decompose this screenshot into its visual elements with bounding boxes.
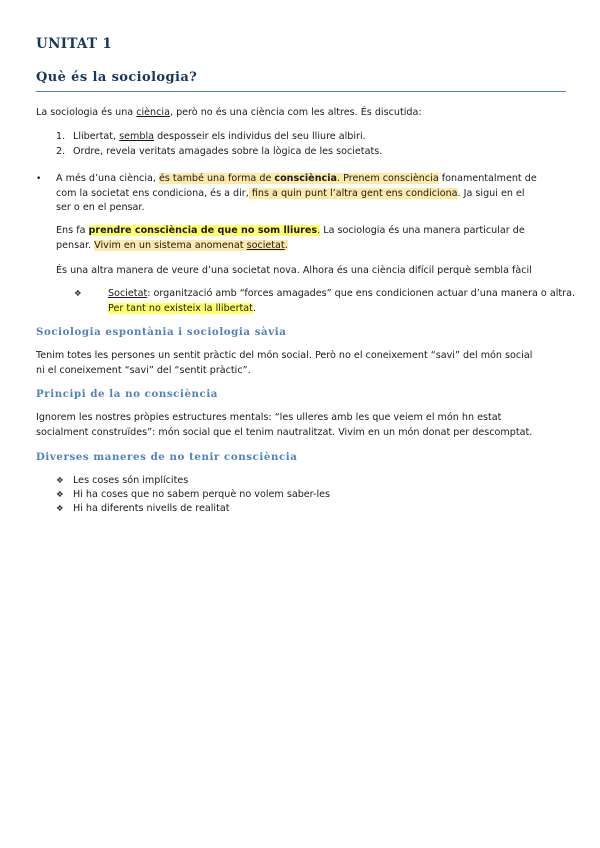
para-text: pensar.: [56, 239, 95, 251]
diamond-bullet-icon: ❖: [56, 476, 64, 486]
bullet-text: fonamentalment de: [438, 173, 537, 184]
highlight-text: és també una forma de: [158, 173, 275, 184]
highlight-text: fins a quin punt l’altra gent ens condiciona: [248, 187, 458, 199]
list-item: Hi ha coses que no sabem perquè no volem saber-les: [73, 489, 331, 500]
highlight-underlined-text: societat: [246, 239, 285, 251]
bullet-icon: •: [36, 174, 42, 184]
list-text: desposseir els individus del seu lliure albiri.: [154, 131, 366, 142]
unit-heading: UNITAT 1: [36, 36, 113, 52]
bullet-text: . Ja sigui en el: [457, 187, 525, 199]
para-line: Tenim totes les persones un sentit pràctic del món social. Però no el coneixement “savi” del món social: [36, 350, 533, 361]
highlight-text: Per tant no existeix la llibertat: [108, 302, 253, 314]
para-text: La sociologia és una manera particular de: [320, 225, 525, 236]
paragraph-espontania: [36, 349, 564, 378]
intro-text-ciencia: ciència: [136, 107, 170, 118]
highlight-text: Vivim en un sistema anomenat: [94, 239, 247, 251]
highlight-text: .: [336, 173, 341, 184]
page-title: Què és la sociologia?: [36, 70, 198, 85]
para-line: socialment construïdes”: món social que el tenim nautralitzat. Vivim en un món donat per descomptat.: [36, 426, 533, 438]
section-heading-maneres: Diverses maneres de no tenir consciència: [36, 451, 298, 463]
diamond-bullet-icon: ❖: [56, 490, 64, 500]
bullet-text: A més d’una ciència,: [56, 173, 159, 184]
highlight-text: .: [317, 225, 321, 236]
list-text: Ordre, revela veritats amagades sobre la lògica de les societats.: [73, 146, 383, 157]
intro-text-a: La sociologia és una: [36, 107, 137, 118]
list-number: 2.: [56, 146, 66, 157]
highlight-bold-text: prendre consciència de que no som lliures: [88, 225, 318, 236]
list-item: Hi ha diferents nivells de realitat: [73, 503, 230, 514]
diamond-bullet-icon: ❖: [56, 504, 64, 514]
list-text-underlined: sembla: [119, 131, 155, 142]
section-heading-espontania: Sociologia espontània i sociologia sàvia: [36, 326, 287, 338]
highlight-text: Prenem consciència: [340, 173, 439, 184]
list-number: 1.: [56, 131, 66, 142]
intro-text-c: , però no és una ciència com les altres. És discutida:: [169, 107, 422, 118]
paragraph-principi: [36, 411, 564, 440]
para-line: Ignorem les nostres pròpies estructures mentals: “les ulleres amb les que veiem el món hn estat: [36, 412, 502, 423]
para-text: Ens fa: [56, 225, 89, 236]
highlight-bold-text: consciència: [274, 173, 337, 184]
paragraph-altra-manera: És una altra manera de veure d’una societat nova. Alhora és una ciència difícil perquè sembla fàcil: [56, 265, 532, 276]
societat-desc: : organització amb “forces amagades” que ens condicionen actuar d’una manera o altra.: [147, 288, 576, 299]
societat-text: [108, 287, 576, 316]
list-item: [56, 130, 366, 144]
list-item: [56, 145, 382, 159]
societat-desc: .: [252, 302, 256, 314]
societat-term: Societat: [108, 288, 148, 299]
bullet-paragraph: [56, 172, 564, 216]
bullet-text: ser o en el pensar.: [56, 202, 145, 213]
paragraph-consciencia: [56, 224, 564, 253]
list-item: Les coses són implícites: [73, 475, 189, 486]
intro-paragraph: [36, 106, 564, 121]
diamond-bullet-icon: ❖: [74, 289, 82, 299]
section-heading-principi: Principi de la no consciència: [36, 388, 219, 400]
title-divider: [36, 91, 566, 92]
highlight-text: .: [284, 239, 288, 251]
para-line: ni el coneixement “savi” del “sentit pràctic”.: [36, 364, 251, 376]
list-text: Llibertat,: [73, 131, 120, 142]
bullet-text: com la societat ens condiciona, és a dir,: [56, 187, 249, 199]
